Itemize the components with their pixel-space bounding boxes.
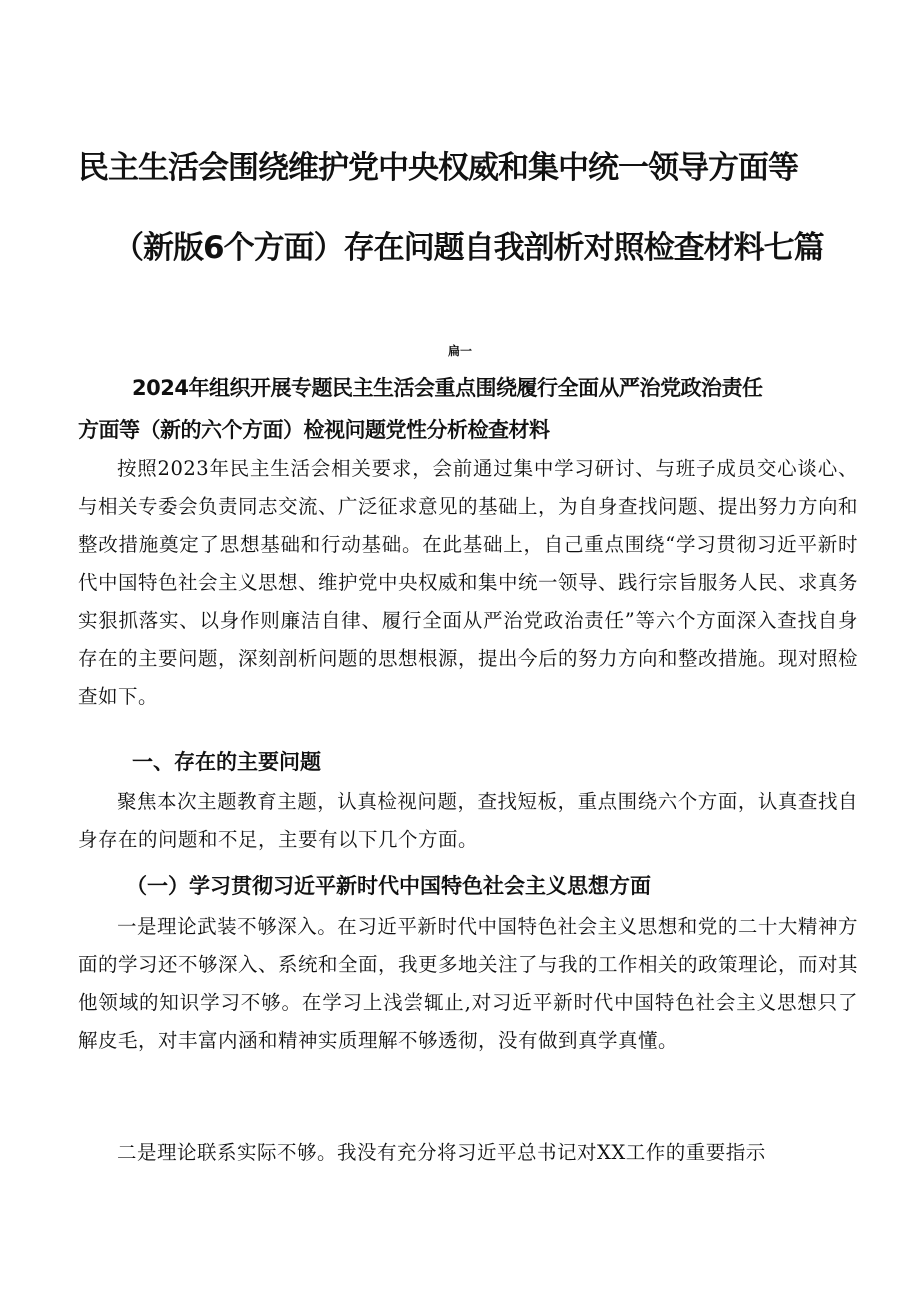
section-marker: 扁一 (448, 344, 473, 358)
section-heading-main-problems: 一、存在的主要问题 (132, 750, 321, 774)
point-2-paragraph: 二是理论联系实际不够。我没有充分将习近平总书记对XX工作的重要指示 (117, 1141, 766, 1164)
document-title-line-1: 民主生活会围绕维护党中央权威和集中统一领导方面等 (78, 150, 798, 186)
intro-paragraph: 按照2023年民主生活会相关要求，会前通过集中学习研讨、与班子成员交心谈心、与相关专委会负责同志交流、广泛征求意见的基础上，为自身查找问题、提出努力方向和整改措施奠定了思想基础和行动基础。在此基础上，自己重点围绕“学习贯彻习近平新时代中国特色社会主义思想、维护党中央权威和集中统一领导、践行宗旨服务人民、求真务实狠抓落实、以身作则廉洁自律、履行全面从严治党政治责任”等六个方面深入查找自身存在的主要问题，深刻剖析问题的思想根源，提出今后的努力方向和整改措施。现对照检查如下。 (78, 457, 859, 708)
subsection-heading-study: （一）学习贯彻习近平新时代中国特色社会主义思想方面 (126, 874, 651, 898)
document-title-line-2: （新版6个方面）存在问题自我剖析对照检查材料七篇 (113, 230, 824, 266)
point-1-paragraph: 一是理论武装不够深入。在习近平新时代中国特色社会主义思想和党的二十大精神方面的学习还不够深入、系统和全面，我更多地关注了与我的工作相关的政策理论，而对其他领域的知识学习不够。在学习上浅尝辄止,对习近平新时代中国特色社会主义思想只了解皮毛，对丰富内涵和精神实质理解不够透彻，没有做到真学真懂。 (78, 915, 859, 1052)
section-intro-paragraph: 聚焦本次主题教育主题，认真检视问题，查找短板，重点围绕六个方面，认真查找自身存在的问题和不足，主要有以下几个方面。 (78, 790, 858, 851)
article-subtitle-line-2: 方面等（新的六个方面）检视问题党性分析检查材料 (78, 418, 550, 442)
article-subtitle-line-1: 2024年组织开展专题民主生活会重点围绕履行全面从严治党政治责任 (132, 376, 763, 400)
